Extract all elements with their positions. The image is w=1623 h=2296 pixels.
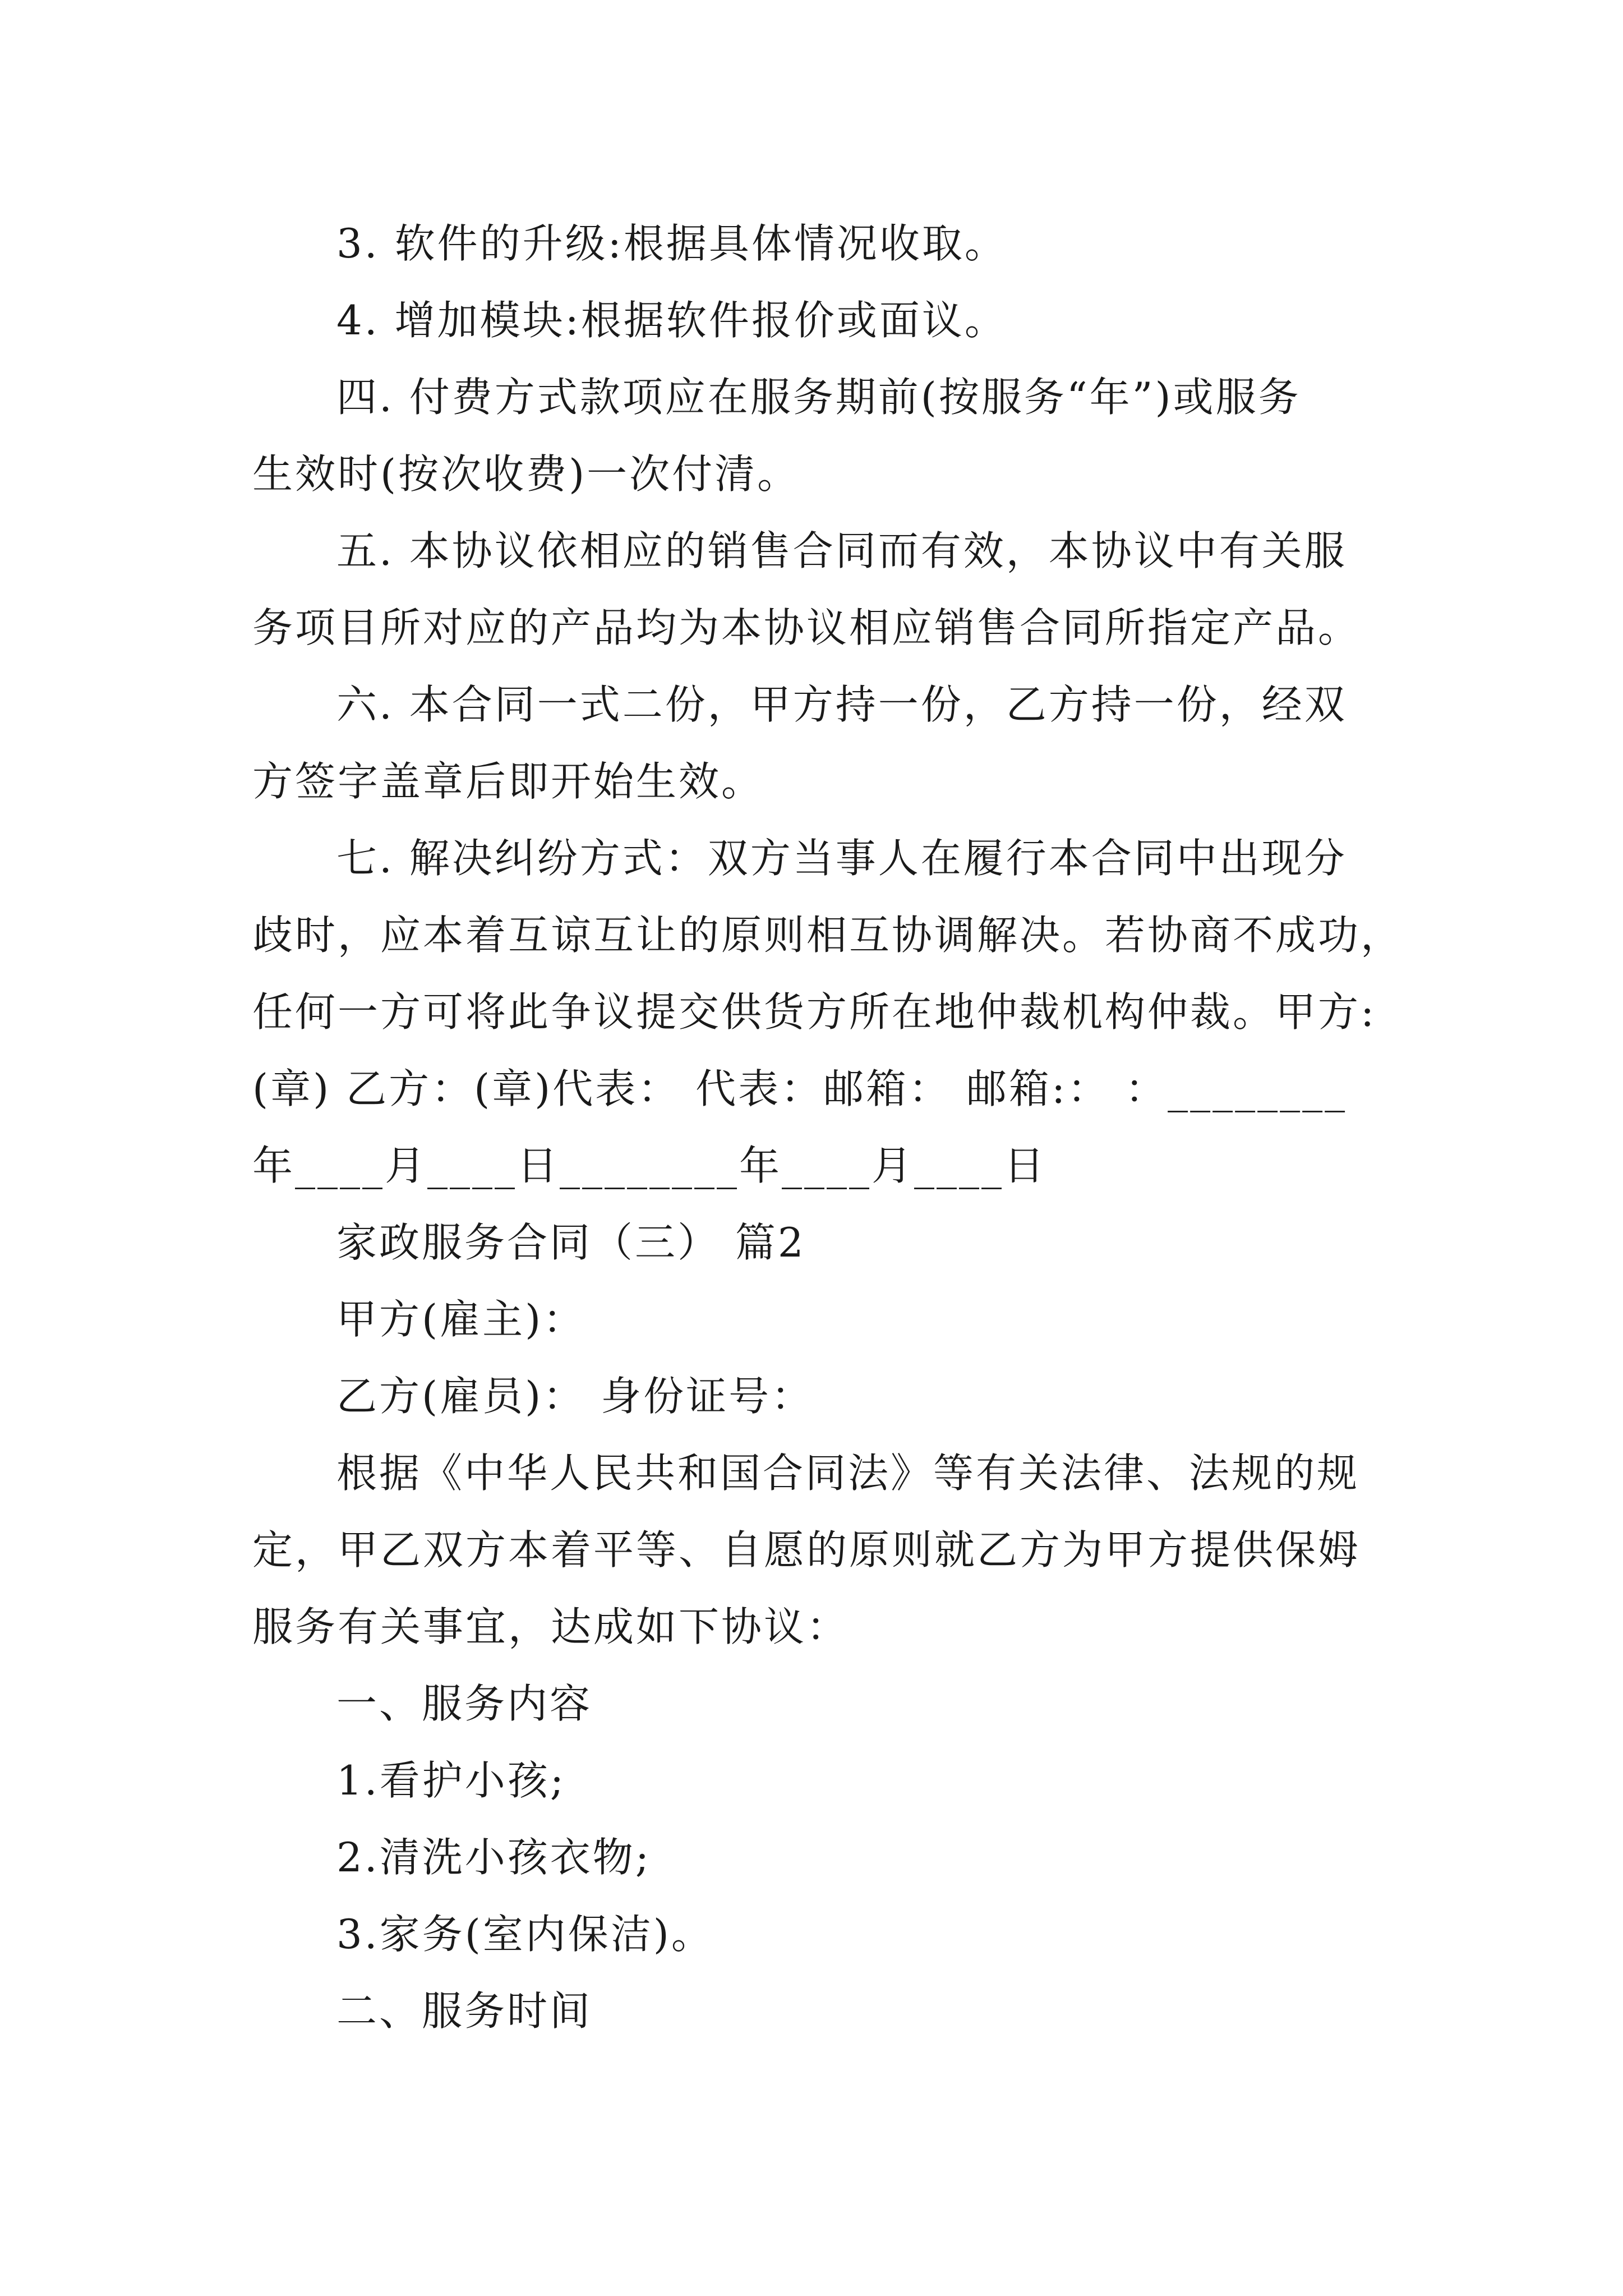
paragraph-line: 六. 本合同一式二份，甲方持一份，乙方持一份，经双 (336, 681, 1347, 728)
list-item: 1.看护小孩; (336, 1757, 566, 1804)
paragraph-line: 乙方(雇员)： 身份证号： (336, 1373, 814, 1420)
paragraph-line: 方签字盖章后即开始生效。 (252, 758, 764, 805)
paragraph-line: 七. 解决纠纷方式：双方当事人在履行本合同中出现分 (336, 835, 1347, 882)
section-heading: 一、服务内容 (336, 1680, 593, 1727)
paragraph-line: 定，甲乙双方本着平等、自愿的原则就乙方为甲方提供保姆 (252, 1526, 1361, 1573)
paragraph-line: 歧时，应本着互谅互让的原则相互协调解决。若协商不成功， (252, 912, 1404, 959)
paragraph-line: 五. 本协议依相应的销售合同而有效，本协议中有关服 (336, 527, 1347, 574)
paragraph-line: 4. 增加模块:根据软件报价或面议。 (336, 297, 1007, 344)
paragraph-line: (章) 乙方：(章)代表： 代表：邮箱： 邮箱:： ：________ (252, 1065, 1348, 1112)
paragraph-line: 四. 付费方式款项应在服务期前(按服务“年”)或服务 (336, 374, 1301, 421)
paragraph-line: 年____月____日________年____月____日 (252, 1142, 1047, 1189)
paragraph-line: 生效时(按次收费)一次付清。 (252, 450, 800, 498)
list-item: 2.清洗小孩衣物; (336, 1834, 651, 1881)
list-item: 3.家务(室内保洁)。 (336, 1911, 714, 1958)
paragraph-line: 服务有关事宜，达成如下协议： (252, 1603, 850, 1650)
paragraph-line: 甲方(雇主)： (336, 1296, 586, 1343)
paragraph-line: 根据《中华人民共和国合同法》等有关法律、法规的规 (336, 1450, 1360, 1497)
paragraph-line: 务项目所对应的产品均为本协议相应销售合同所指定产品。 (252, 604, 1361, 651)
paragraph-line: 3. 软件的升级:根据具体情况收取。 (336, 220, 1007, 267)
paragraph-line: 任何一方可将此争议提交供货方所在地仲裁机构仲裁。甲方: (252, 988, 1377, 1036)
section-heading: 家政服务合同（三） 篇2 (336, 1219, 806, 1266)
section-heading: 二、服务时间 (336, 1987, 593, 2035)
